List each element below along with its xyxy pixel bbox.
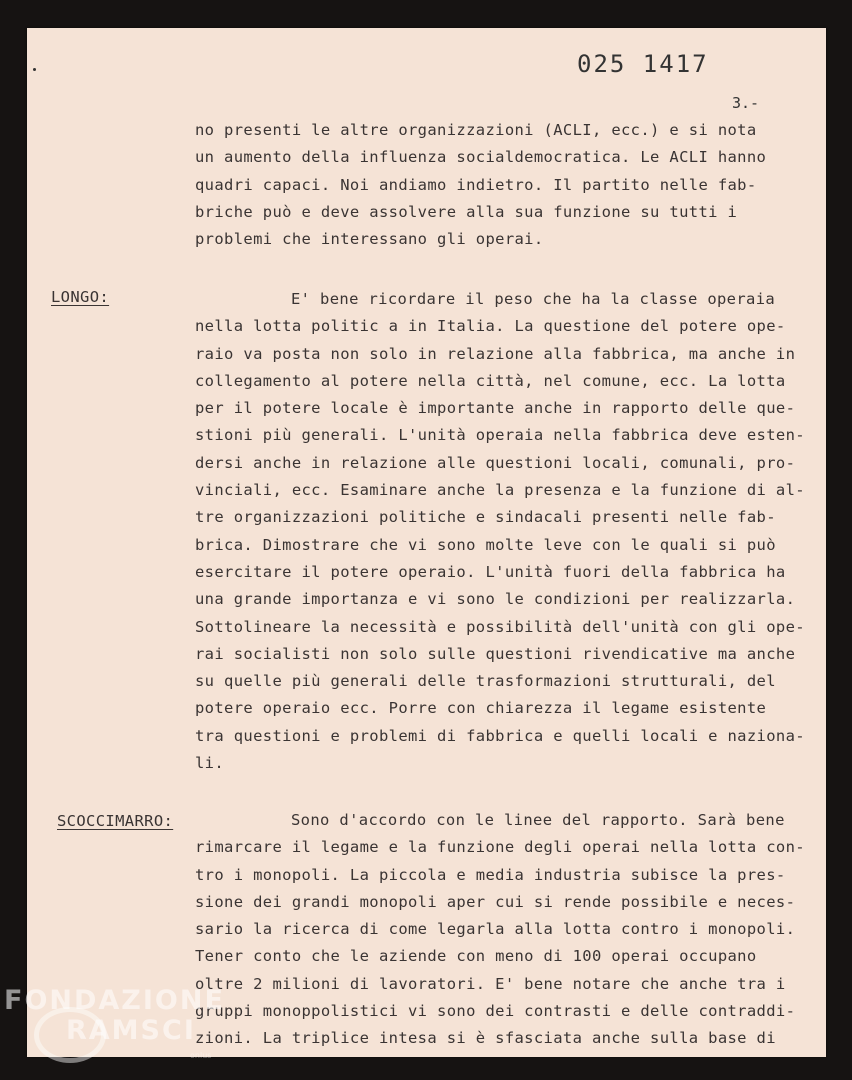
text-line: tra questioni e problemi di fabbrica e quelli locali e naziona-	[195, 726, 805, 745]
text-line: raio va posta non solo in relazione alla fabbrica, ma anche in	[195, 344, 796, 363]
text-line: tro i monopoli. La piccola e media industria subisce la pres-	[195, 865, 786, 884]
ink-dot	[33, 68, 36, 71]
text-line: oltre 2 milioni di lavoratori. E' bene notare che anche tra i	[195, 974, 786, 993]
text-line: su quelle più generali delle trasformazioni strutturali, del	[195, 672, 776, 691]
text-line: sione dei grandi monopoli aper cui si rende possibile e neces-	[195, 892, 796, 911]
text-line: briche può e deve assolvere alla sua funzione su tutti i	[195, 202, 738, 221]
text-line: Sottolineare la necessità e possibilità dell'unità con gli ope-	[195, 617, 805, 636]
text-line: collegamento al potere nella città, nel comune, ecc. La lotta	[195, 371, 786, 390]
text-line: rimarcare il legame e la funzione degli operai nella lotta con-	[195, 838, 805, 857]
page-number: 3.-	[732, 94, 760, 112]
paragraph-longo	[195, 286, 826, 777]
text-line: stioni più generali. L'unità operaia nella fabbrica deve esten-	[195, 426, 805, 445]
text-line: vinciali, ecc. Esaminare anche la presenza e la funzione di al-	[195, 481, 805, 500]
text-line: gruppi monoppolistici vi sono dei contrasti e delle contraddi-	[195, 1002, 796, 1021]
text-line: sario la ricerca di come legarla alla lotta contro i monopoli.	[195, 920, 796, 939]
text-line: un aumento della influenza socialdemocratica. Le ACLI hanno	[195, 148, 767, 167]
text-line: brica. Dimostrare che vi sono molte leve con le quali si può	[195, 535, 776, 554]
text-line: no presenti le altre organizzazioni (ACLI, ecc.) e si nota	[195, 121, 757, 139]
text-line: Sono d'accordo con le linee del rapporto. Sarà bene	[291, 811, 785, 829]
text-line: li.	[195, 754, 225, 773]
watermark-logo	[4, 985, 225, 1075]
text-line: zioni. La triplice intesa si è sfasciata anche sulla base di	[195, 1029, 776, 1048]
speaker-longo: LONGO:	[51, 288, 110, 306]
document-number: 025 1417	[577, 50, 709, 78]
text-line: quadri capaci. Noi andiamo indietro. Il partito nelle fab-	[195, 175, 757, 194]
text-line: dersi anche in relazione alle questioni locali, comunali, pro-	[195, 453, 796, 472]
text-line: esercitare il potere operaio. L'unità fuori della fabbrica ha	[195, 562, 786, 581]
text-line: una grande importanza e vi sono le condizioni per realizzarla.	[195, 590, 796, 609]
text-line: rai socialisti non solo sulle questioni rivendicative ma anche	[195, 644, 796, 663]
text-line: E' bene ricordare il peso che ha la classe operaia	[291, 290, 776, 308]
watermark-line3: onlus	[190, 1051, 212, 1060]
text-line: problemi che interessano gli operai.	[195, 230, 544, 249]
text-line: tre organizzazioni politiche e sindacali presenti nelle fab-	[195, 508, 776, 527]
text-line: nella lotta politic a in Italia. La questione del potere ope-	[195, 317, 786, 336]
text-line: per il potere locale è importante anche in rapporto delle que-	[195, 399, 796, 418]
watermark-line1: FONDAZIONE	[4, 985, 225, 1016]
paragraph-continuation	[195, 117, 826, 253]
document-page	[27, 28, 826, 1057]
paragraph-scoccimarro	[195, 807, 826, 1053]
text-line: potere operaio ecc. Porre con chiarezza il legame esistente	[195, 699, 767, 718]
watermark-line2: RAMSCI	[66, 1015, 196, 1046]
speaker-scoccimarro: SCOCCIMARRO:	[57, 812, 174, 830]
text-line: Tener conto che le aziende con meno di 100 operai occupano	[195, 947, 757, 966]
